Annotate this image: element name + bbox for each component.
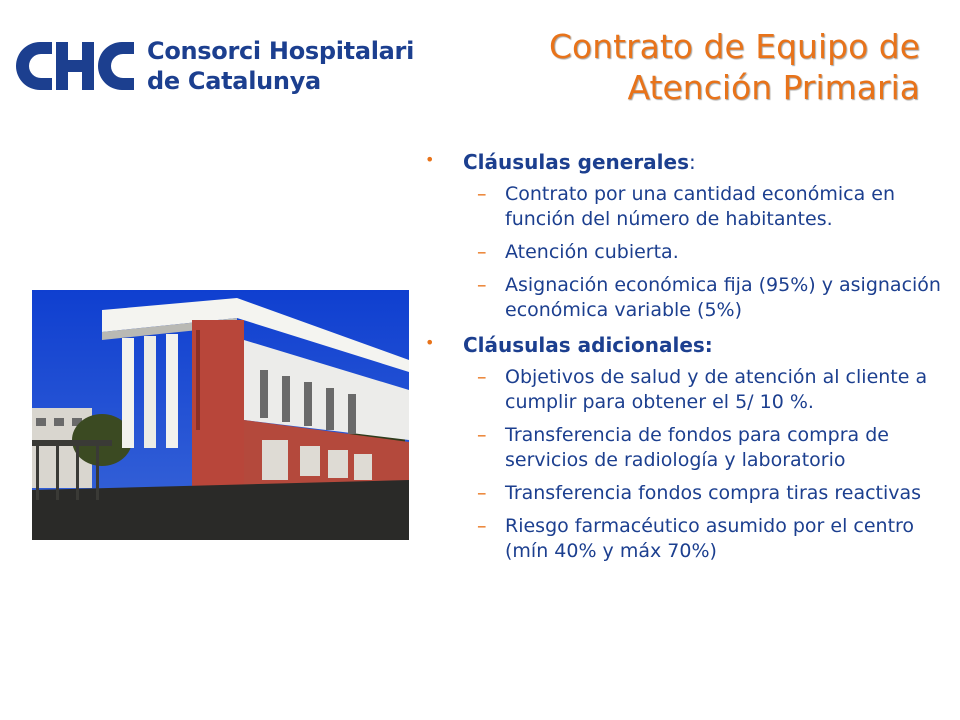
section-title: Cláusulas adicionales:: [463, 333, 713, 357]
title-line-2: Atención Primaria: [627, 68, 920, 107]
list-item-text: Transferencia fondos compra tiras reactivas: [505, 482, 922, 504]
logo-text: [147, 36, 414, 96]
list-item-text: Atención cubierta.: [505, 241, 679, 263]
list-item: [463, 273, 943, 323]
list-item-text: Transferencia de fondos para compra de servicios de radiología y laboratorio: [505, 424, 889, 471]
list-item-text: Contrato por una cantidad económica en función del número de habitantes.: [505, 183, 895, 230]
section-heading: [463, 331, 943, 359]
chc-logo-mark-icon: [14, 40, 136, 92]
bullet-icon: •: [425, 150, 435, 169]
dash-icon: –: [477, 424, 487, 446]
dash-icon: –: [477, 515, 487, 537]
list-item: [463, 240, 943, 265]
building-photo: [32, 290, 409, 540]
list-item: [463, 365, 943, 415]
section-title-suffix: :: [689, 150, 696, 174]
list-item-text: Riesgo farmacéutico asumido por el centro (mín 40% y máx 70%): [505, 515, 915, 562]
list-item-text: Asignación económica fija (95%) y asignación económica variable (5%): [505, 274, 941, 321]
list-item-text: Objetivos de salud y de atención al cliente a cumplir para obtener el 5/ 10 %.: [505, 366, 928, 413]
list-item: [463, 514, 943, 564]
dash-icon: –: [477, 366, 487, 388]
section-additional-clauses: [423, 331, 943, 564]
section-general-clauses: [423, 148, 943, 323]
dash-icon: –: [477, 241, 487, 263]
list-item: [463, 423, 943, 473]
bullet-icon: •: [425, 333, 435, 352]
content-list: [423, 148, 943, 572]
logo-line-1: Consorci Hospitalari: [147, 37, 415, 65]
dash-icon: –: [477, 274, 487, 296]
logo-line-2: de Catalunya: [147, 67, 321, 95]
section-heading: [463, 148, 943, 176]
slide-title: [549, 26, 920, 108]
dash-icon: –: [477, 183, 487, 205]
dash-icon: –: [477, 482, 487, 504]
chc-logo: [14, 36, 414, 96]
list-item: [463, 481, 943, 506]
section-title: Cláusulas generales: [463, 150, 689, 174]
title-line-1: Contrato de Equipo de: [549, 27, 920, 66]
building-illustration: [32, 290, 409, 540]
list-item: [463, 182, 943, 232]
